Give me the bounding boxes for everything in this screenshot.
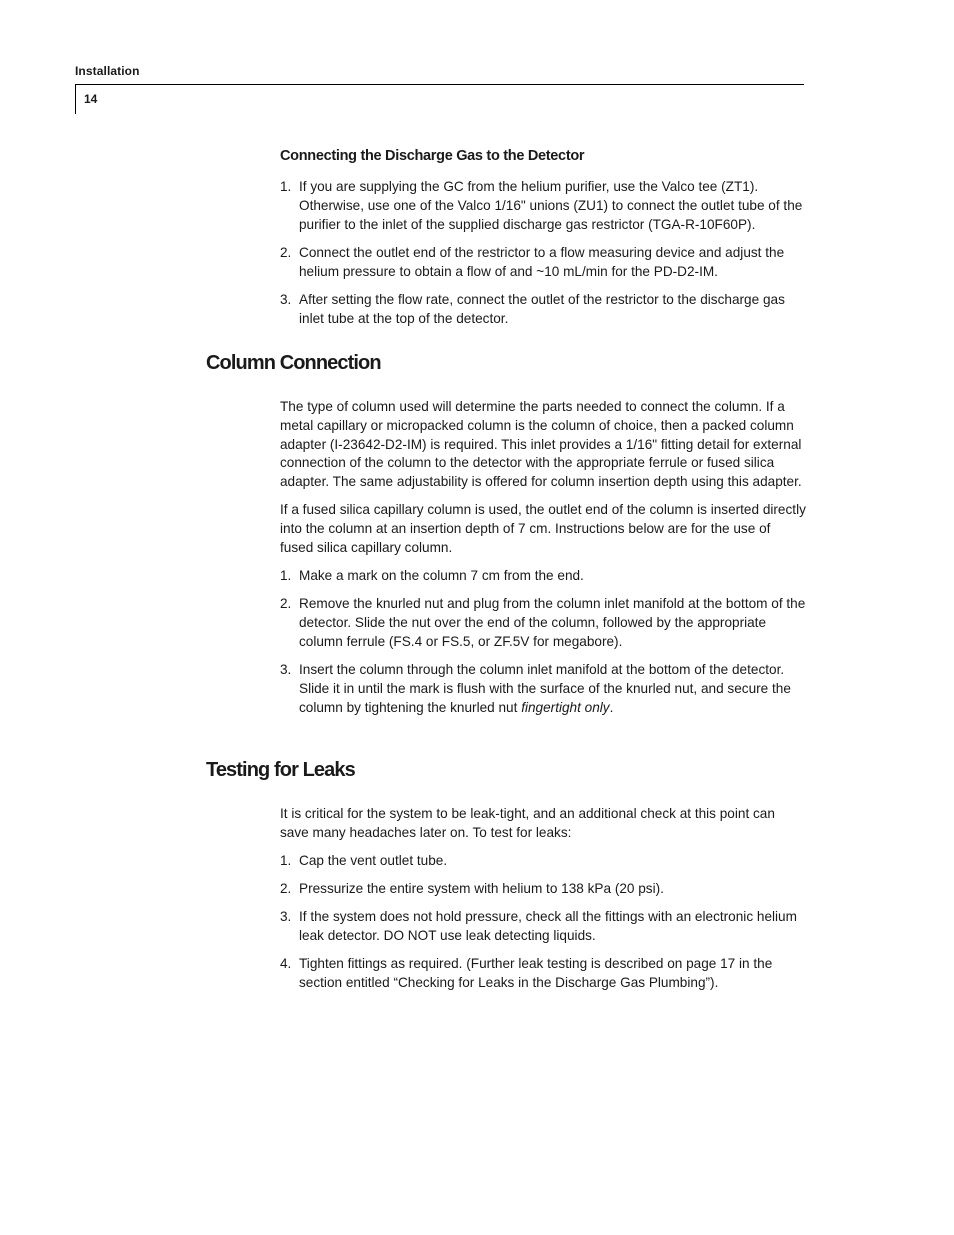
- spacer: [280, 652, 806, 661]
- column-steps-list: [280, 567, 806, 717]
- column-paragraph-1: The type of column used will determine the parts needed to connect the column. If a metal capillary or micropacked column is the column of choice, then a packed column adapter (I-23642-D2-IM) is required. This inlet provides a 1/16" fitting detail for external connection of the column to the detector with the appropriate ferrule or fused silica adapter. The same adjustability is offered for column insertion depth using this adapter.: [280, 399, 802, 490]
- list-item-text: Remove the knurled nut and plug from the column inlet manifold at the bottom of the detector. Slide the nut over the end of the column, followed by the appropriate column ferrule (FS.4 or FS.5, or ZF.5V for megabore).: [299, 596, 806, 649]
- spacer: [280, 899, 806, 908]
- list-item-number: 3.: [280, 909, 292, 925]
- list-item-text: Pressurize the entire system with helium to 138 kPa (20 psi).: [299, 881, 664, 897]
- header-rule: [75, 84, 804, 85]
- testing-leaks-body: [280, 805, 806, 993]
- running-header-section: Installation: [75, 64, 140, 78]
- discharge-steps-list: [280, 178, 806, 328]
- list-item: [280, 595, 806, 651]
- list-item-number: 4.: [280, 956, 292, 972]
- list-item-text: Tighten fittings as required. (Further leak testing is described on page 17 in the section entitled “Checking for Leaks in the Discharge Gas Plumbing”).: [299, 956, 773, 991]
- list-item-text: Make a mark on the column 7 cm from the end.: [299, 568, 584, 584]
- spacer: [280, 281, 806, 290]
- spacer: [280, 586, 806, 595]
- list-item-number: 1.: [280, 568, 292, 584]
- list-item-number: 1.: [280, 179, 292, 194]
- spacer: [280, 492, 806, 501]
- testing-leaks-heading: Testing for Leaks: [206, 759, 355, 781]
- list-item-text-end: .: [609, 699, 614, 715]
- column-paragraph-2: If a fused silica capillary column is used, the outlet end of the column is inserted directly into the column at an insertion depth of 7 cm. Instructions below are for the use of fused silica capillary column.: [280, 502, 806, 555]
- list-item: [280, 178, 806, 234]
- list-item: [280, 567, 806, 586]
- list-item-text: If you are supplying the GC from the helium purifier, use the Valco tee (ZT1). Otherwise, use one of the Valco 1/16" unions (ZU1) to connect the outlet tube of the purifier to the inlet of the supplied discharge gas restrictor (TGA-R-10F60P).: [299, 179, 803, 232]
- list-item: [280, 661, 806, 717]
- discharge-steps-block: [280, 178, 806, 328]
- leaks-steps-list: [280, 852, 806, 993]
- spacer: [280, 234, 806, 243]
- list-item-text: After setting the flow rate, connect the outlet of the restrictor to the discharge gas inlet tube at the top of the detector.: [299, 291, 785, 326]
- list-item: [280, 880, 806, 899]
- list-item: [280, 908, 806, 946]
- page-number-divider: [75, 84, 76, 114]
- list-item-text: Connect the outlet end of the restrictor to a flow measuring device and adjust the helium pressure to obtain a flow of and ~10 mL/min for the PD-D2-IM.: [299, 244, 785, 279]
- spacer: [280, 946, 806, 955]
- column-connection-heading: Column Connection: [206, 352, 381, 374]
- leaks-intro: It is critical for the system to be leak-tight, and an additional check at this point can save many headaches later on. To test for leaks:: [280, 806, 775, 840]
- list-item-text: Insert the column through the column inlet manifold at the bottom of the detector. Slide it in until the mark is flush with the surface of the knurled nut, and secure the column by tightening the knurled nut: [299, 662, 791, 715]
- list-item-number: 2.: [280, 881, 292, 897]
- page-number: 14: [84, 92, 98, 106]
- spacer: [280, 558, 806, 567]
- list-item: [280, 291, 806, 329]
- emphasis-text: fingertight only: [521, 699, 610, 715]
- list-item-number: 2.: [280, 244, 292, 260]
- list-item-number: 3.: [280, 291, 292, 307]
- list-item-number: 2.: [280, 596, 292, 612]
- spacer: [280, 871, 806, 880]
- list-item-number: 1.: [280, 852, 292, 868]
- spacer: [280, 843, 806, 852]
- list-item-text: If the system does not hold pressure, check all the fittings with an electronic helium leak detector. DO NOT use leak detecting liquids.: [299, 909, 797, 944]
- list-item: [280, 244, 806, 282]
- list-item: [280, 955, 806, 993]
- column-connection-body: [280, 398, 806, 718]
- list-item: [280, 852, 806, 871]
- list-item-number: 3.: [280, 662, 292, 678]
- list-item-text: Cap the vent outlet tube.: [299, 852, 448, 868]
- discharge-subheading: Connecting the Discharge Gas to the Detector: [280, 148, 585, 164]
